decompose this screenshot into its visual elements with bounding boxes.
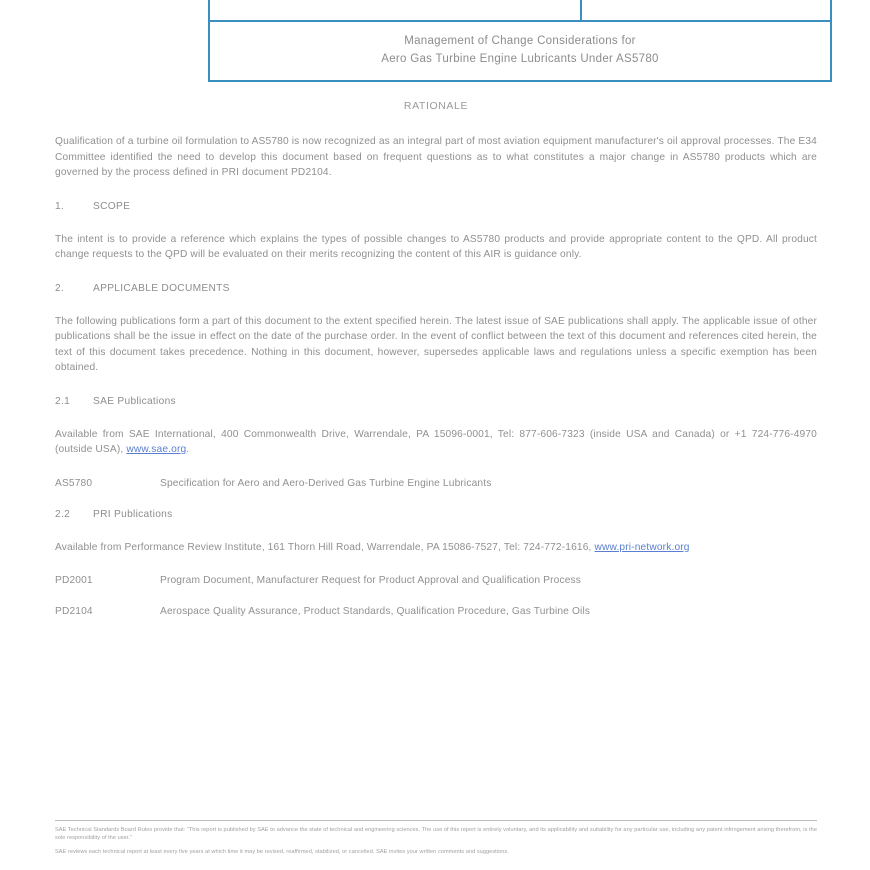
subsection-title: SAE Publications	[93, 395, 176, 407]
subsection-title: PRI Publications	[93, 508, 173, 520]
reference-value: Specification for Aero and Aero-Derived Gas Turbine Engine Lubricants	[160, 477, 492, 489]
pri-availability-text: Available from Performance Review Institute, 161 Thorn Hill Road, Warrendale, PA 15086-7527, Tel: 724-772-1616,	[55, 541, 595, 553]
section-title: SCOPE	[93, 200, 131, 212]
section-heading-applicable-documents	[55, 283, 817, 294]
footer-line-2: SAE reviews each technical report at least every five years at which time it may be revised, reaffirmed, stabilized, or cancelled. SAE invites your written comments and suggestions.	[55, 849, 509, 856]
reference-key: AS5780	[55, 477, 93, 489]
applicable-documents-paragraph: The following publications form a part of this document to the extent specified herein. The latest issue of SAE publications shall apply. The applicable issue of other publications shall be the issue in effect on the date of the purchase order. In the event of conflict between the text of this document and references cited herein, the text of this document takes precedence. Nothing in this document, however, supersedes applicable laws and regulations unless a specific exemption has been obtained.	[55, 315, 817, 373]
document-body	[55, 100, 817, 637]
document-title-line-2: Aero Gas Turbine Engine Lubricants Under AS5780	[381, 53, 659, 65]
subsection-number: 2.2	[55, 508, 71, 520]
reference-entry	[55, 606, 817, 617]
section-heading-scope	[55, 201, 817, 212]
document-title-line-1: Management of Change Considerations for	[404, 35, 636, 47]
reference-entry	[55, 575, 817, 586]
sae-availability-paragraph	[55, 427, 817, 458]
header-top-row	[210, 0, 830, 20]
header-title-cell	[210, 20, 830, 80]
document-header-table	[208, 0, 832, 82]
subsection-number: 2.1	[55, 395, 71, 407]
footer-line-1: SAE Technical Standards Board Rules provide that: “This report is published by SAE to advance the state of technical and engineering sciences. The use of this report is entirely voluntary, and its applicability and suitability for any particular use, including any patent infringement arising therefrom, is the sole responsibility of the user.”	[55, 827, 817, 841]
scope-paragraph: The intent is to provide a reference which explains the types of possible changes to AS5780 products and provide appropriate content to the QPD. All product change requests to the QPD will be evaluated on their merits recognizing the content of this AIR is guidance only.	[55, 233, 817, 260]
pri-availability-paragraph	[55, 540, 817, 556]
sae-availability-text-end: .	[186, 444, 190, 455]
reference-key: PD2104	[55, 606, 93, 617]
reference-value: Aerospace Quality Assurance, Product Standards, Qualification Procedure, Gas Turbine Oils	[160, 606, 591, 617]
header-cell-left	[210, 0, 582, 20]
reference-value: Program Document, Manufacturer Request for Product Approval and Qualification Process	[160, 575, 582, 586]
subsection-heading-sae-publications	[55, 396, 817, 407]
section-number: 1.	[55, 200, 65, 212]
rationale-heading: RATIONALE	[403, 100, 469, 112]
pri-website-link[interactable]: www.pri-network.org	[594, 541, 690, 553]
reference-entry	[55, 478, 817, 489]
rationale-paragraph: Qualification of a turbine oil formulation to AS5780 is now recognized as an integral part of most aviation equipment manufacturer's oil approval processes. The E34 Committee identified the need to develop this document based on frequent questions as to what constitutes a major change in AS5780 products which are governed by the process defined in PRI document PD2104.	[55, 136, 817, 178]
reference-key: PD2001	[55, 575, 93, 586]
sae-availability-text: Available from SAE International, 400 Commonwealth Drive, Warrendale, PA 15096-0001, Tel: 877-606-7323 (inside USA and Canada) or +1 724-776-4970 (outside USA),	[55, 428, 817, 455]
section-title: APPLICABLE DOCUMENTS	[93, 282, 230, 294]
section-number: 2.	[55, 282, 65, 294]
document-footer	[55, 820, 817, 864]
sae-website-link[interactable]: www.sae.org	[126, 444, 187, 455]
header-cell-right	[582, 0, 830, 20]
subsection-heading-pri-publications	[55, 509, 817, 520]
